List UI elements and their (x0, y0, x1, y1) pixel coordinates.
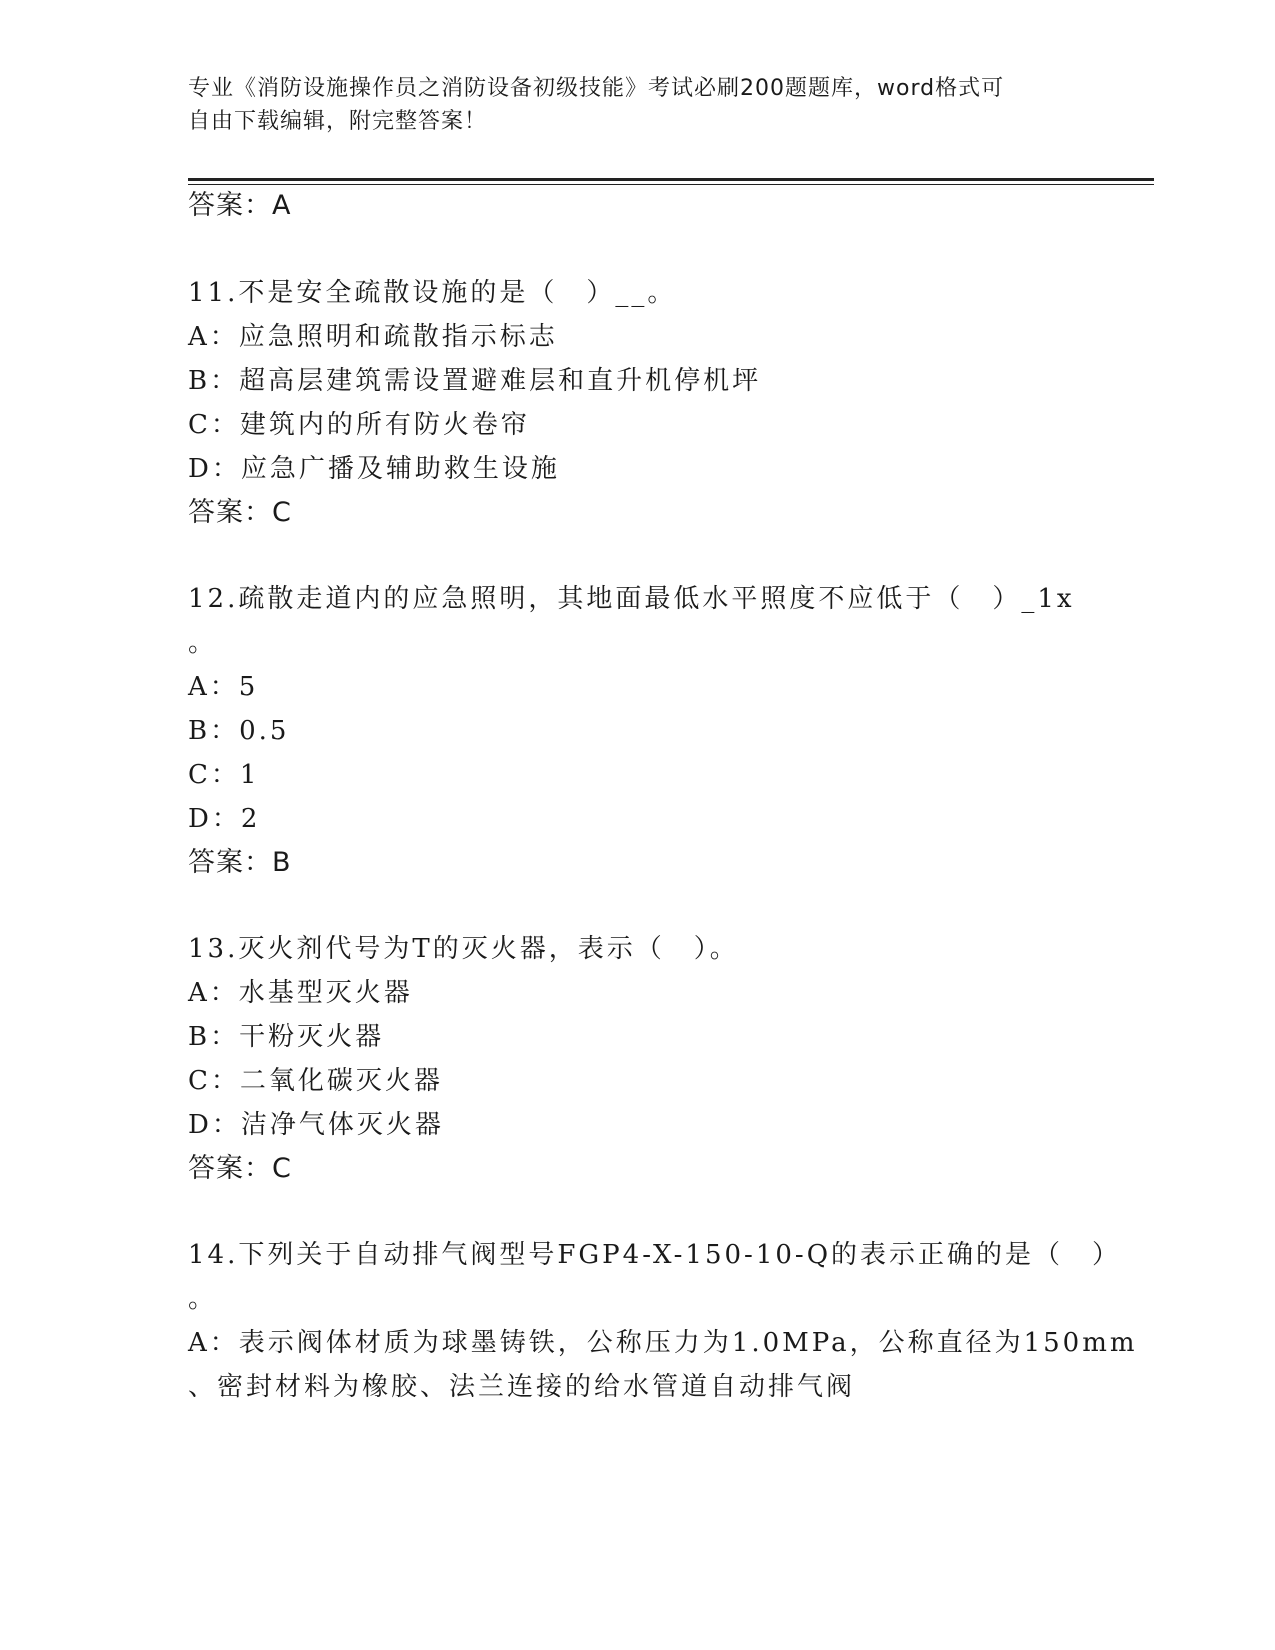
question-13-option-d: D：洁净气体灭火器 (188, 1110, 444, 1140)
question-11-option-a: A：应急照明和疏散指示标志 (188, 322, 558, 352)
question-13-option-c: C：二氧化碳灭火器 (188, 1066, 443, 1096)
question-13-option-a: A：水基型灭火器 (188, 978, 413, 1008)
question-14-stem: 14.下列关于自动排气阀型号FGP4-X-150-10-Q的表示正确的是（ ） (188, 1240, 1122, 1270)
question-11-option-b: B：超高层建筑需设置避难层和直升机停机坪 (188, 366, 762, 396)
question-13-stem: 13.灭火剂代号为T的灭火器，表示（ ）。 (188, 934, 739, 964)
question-11-answer: 答案：C (188, 497, 292, 528)
question-11-stem: 11.不是安全疏散设施的是（ ）__。 (188, 278, 677, 308)
previous-answer: 答案：A (188, 190, 292, 221)
header-divider-thin (188, 184, 1154, 185)
question-13-answer: 答案：C (188, 1153, 292, 1184)
question-12-option-d: D：2 (188, 804, 261, 834)
question-11-option-c: C：建筑内的所有防火卷帘 (188, 410, 530, 440)
header-divider (188, 178, 1154, 181)
question-12-option-c: C：1 (188, 760, 260, 790)
question-12-stem-cont: 。 (188, 628, 218, 658)
header-line-2: 自由下载编辑，附完整答案！ (188, 109, 488, 134)
question-12-option-b: B：0.5 (188, 716, 290, 746)
document-header (188, 72, 1068, 138)
question-12-stem: 12.疏散走道内的应急照明，其地面最低水平照度不应低于（ ）_1x (188, 584, 1075, 614)
question-14-option-a: A：表示阀体材质为球墨铸铁，公称压力为1.0MPa，公称直径为150mm (188, 1328, 1138, 1358)
question-12-answer: 答案：B (188, 847, 292, 878)
question-12-option-a: A：5 (188, 672, 259, 702)
question-14-stem-cont: 。 (188, 1284, 218, 1314)
question-14-option-a-cont: 、密封材料为橡胶、法兰连接的给水管道自动排气阀 (188, 1372, 856, 1402)
header-line-1: 专业《消防设施操作员之消防设备初级技能》考试必刷200题题库，word格式可 (188, 76, 1005, 101)
question-13-option-b: B：干粉灭火器 (188, 1022, 385, 1052)
question-11-option-d: D：应急广播及辅助救生设施 (188, 454, 560, 484)
